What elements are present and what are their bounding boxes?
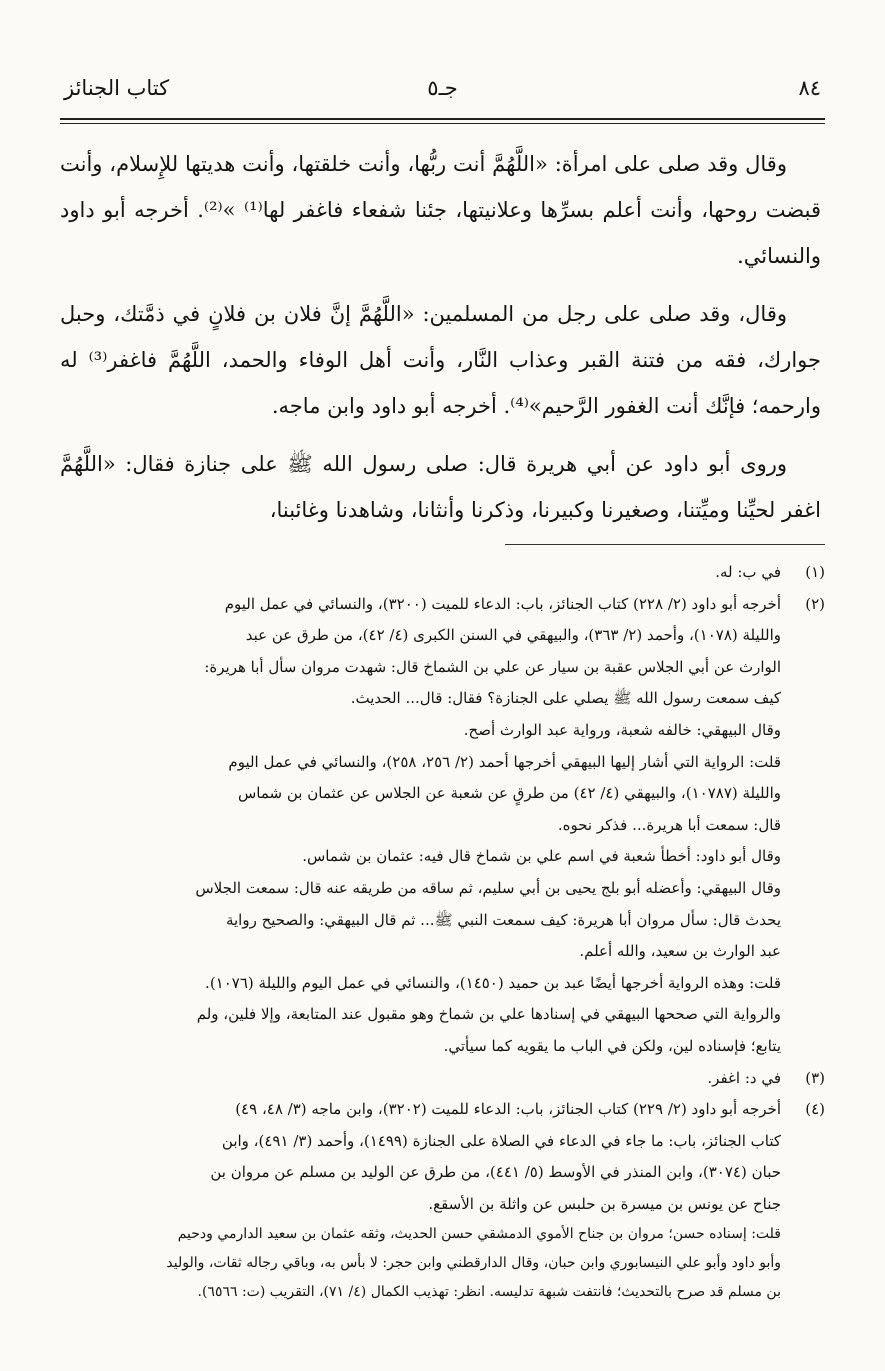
footnote-separator (505, 544, 825, 545)
footnote-line: قال: سمعت أبا هريرة... فذكر نحوه. (557, 815, 781, 834)
footnote-line: الوارث عن أبي الجلاس عقبة بن سيار عن علي بن الشماخ قال: شهدت مروان سأل أبا هريرة: (204, 657, 781, 676)
footnote-number: (٢) (805, 594, 825, 613)
footnote (60, 1063, 825, 1095)
footnote-line: وقال أبو داود: أخطأ شعبة في اسم علي بن شماخ قال فيه: عثمان بن شماس. (302, 847, 781, 866)
volume-label: جـ٥ (427, 76, 458, 100)
footnote-number: (٤) (805, 1100, 825, 1119)
paragraph: وقال وقد صلى على امرأة: «اللَّهُمَّ أنت ربُّها، وأنت خلقتها، وأنت هديتها للإِسلام، وأنت قبضت روحها، وأنت أعلم بسرِّها وعلانيتها، جئنا شفعاء فاغفر لها⁽¹⁾ »⁽²⁾. أخرجه أبو داود والنسائي. (60, 152, 821, 268)
footnote-line: وأبو داود وأبو علي النيسابوري وابن حبان، وقال الدارقطني وابن حجر: لا بأس به، وباقي رجاله ثقات، والوليد (166, 1255, 781, 1272)
footnote-line: كتاب الجنائز، باب: ما جاء في الدعاء في الصلاة على الجنازة (١٤٩٩)، وأحمد (٣/ ٤٩١)، وابن (221, 1131, 781, 1150)
header-rule-thin (60, 123, 825, 124)
footnote-number: (٣) (805, 1068, 825, 1087)
footnote-number: (١) (805, 563, 825, 581)
page-number: ٨٤ (798, 76, 821, 100)
footnotes (60, 557, 825, 1307)
header-rule (60, 118, 825, 120)
footnote (60, 589, 825, 1063)
page-header (60, 76, 825, 108)
footnote-line: في ب: له. (715, 563, 781, 581)
footnote-line: قلت: إسناده حسن؛ مروان بن جناح الأموي الدمشقي حسن الحديث، وثقه عثمان بن سعيد الدارمي ودحيم (177, 1226, 781, 1243)
footnote-line: والليلة (١٠٧٨)، وأحمد (٢/ ٣٦٣)، والبيهقي في السنن الكبرى (٤/ ٤٢)، من طرق عن عبد (245, 626, 781, 645)
book-title: كتاب الجنائز (64, 76, 170, 100)
footnote-line: حبان (٣٠٧٤)، وابن المنذر في الأوسط (٥/ ٤٤١)، من طرق عن الوليد بن مسلم عن مروان بن (210, 1163, 781, 1182)
main-text (60, 141, 821, 545)
footnote-line: كيف سمعت رسول الله ﷺ يصلي على الجنازة؟ فقال: قال... الحديث. (350, 689, 781, 708)
footnote-line: والرواية التي صححها البيهقي في إسنادها علي بن شماخ وهو مقبول عند المتابعة، وإلا فلين، ولم (196, 1005, 781, 1024)
footnote-line: أخرجه أبو داود (٢/ ٢٢٨) كتاب الجنائز، باب: الدعاء للميت (٣٢٠٠)، والنسائي في عمل اليوم (224, 594, 781, 613)
footnote (60, 557, 825, 589)
footnote-line: قلت: الرواية التي أشار إليها البيهقي أخرجها أحمد (٢/ ٢٥٦، ٢٥٨)، والنسائي في عمل اليوم (228, 752, 781, 771)
footnote-line: في د: اغفر. (707, 1068, 781, 1087)
footnote-line: قلت: وهذه الرواية أخرجها أيضًا عبد بن حميد (١٤٥٠)، والنسائي في عمل اليوم والليلة (١٠٧٦). (205, 973, 781, 992)
footnote-line: جناح عن يونس بن ميسرة بن حلبس عن واثلة بن الأسقع. (428, 1194, 781, 1213)
footnote (60, 1094, 825, 1307)
footnote-line: عبد الوارث بن سعيد، والله أعلم. (579, 942, 781, 961)
paragraph: وروى أبو داود عن أبي هريرة قال: صلى رسول الله ﷺ على جنازة فقال: «اللَّهُمَّ اغفر لحيِّنا وميِّتنا، وصغيرنا وكبيرنا، وذكرنا وأنثانا، وشاهدنا وغائبنا، (60, 452, 821, 522)
footnote-line: وقال البيهقي: خالفه شعبة، ورواية عبد الوارث أصح. (463, 720, 781, 739)
footnote-line: والليلة (١٠٧٨٧)، والبيهقي (٤/ ٤٢) من طرقٍ عن شعبة عن الجلاس عن عثمان بن شماس (238, 784, 781, 803)
footnote-line: أخرجه أبو داود (٢/ ٢٢٩) كتاب الجنائز، باب: الدعاء للميت (٣٢٠٢)، وابن ماجه (٣/ ٤٨، ٤٩) (235, 1100, 781, 1119)
footnote-line: يحدث قال: سأل مروان أبا هريرة: كيف سمعت النبي ﷺ... ثم قال البيهقي: والصحيح رواية (225, 910, 781, 929)
footnote-line: يتابع؛ فإسناده لين، ولكن في الباب ما يقويه كما سيأتي. (443, 1036, 781, 1055)
footnote-line: بن مسلم قد صرح بالتحديث؛ فانتفت شبهة تدليسه. انظر: تهذيب الكمال (٤/ ٧١)، التقريب (ت: ٦٥٦٦). (197, 1284, 781, 1301)
paragraph: وقال، وقد صلى على رجل من المسلمين: «اللَّهُمَّ إنَّ فلان بن فلانٍ في ذمَّتك، وحبل جوارك، فقه من فتنة القبر وعذاب النَّار، وأنت أهل الوفاء والحمد، اللَّهُمَّ فاغفر⁽³⁾ له وارحمه؛ فإنَّك أنت الغفور الرَّحيم»⁽⁴⁾. أخرجه أبو داود وابن ماجه. (60, 302, 821, 418)
footnote-line: وقال البيهقي: وأعضله أبو بلج يحيى بن أبي سليم، ثم ساقه من طريقه عنه قال: سمعت الجلاس (195, 878, 781, 897)
